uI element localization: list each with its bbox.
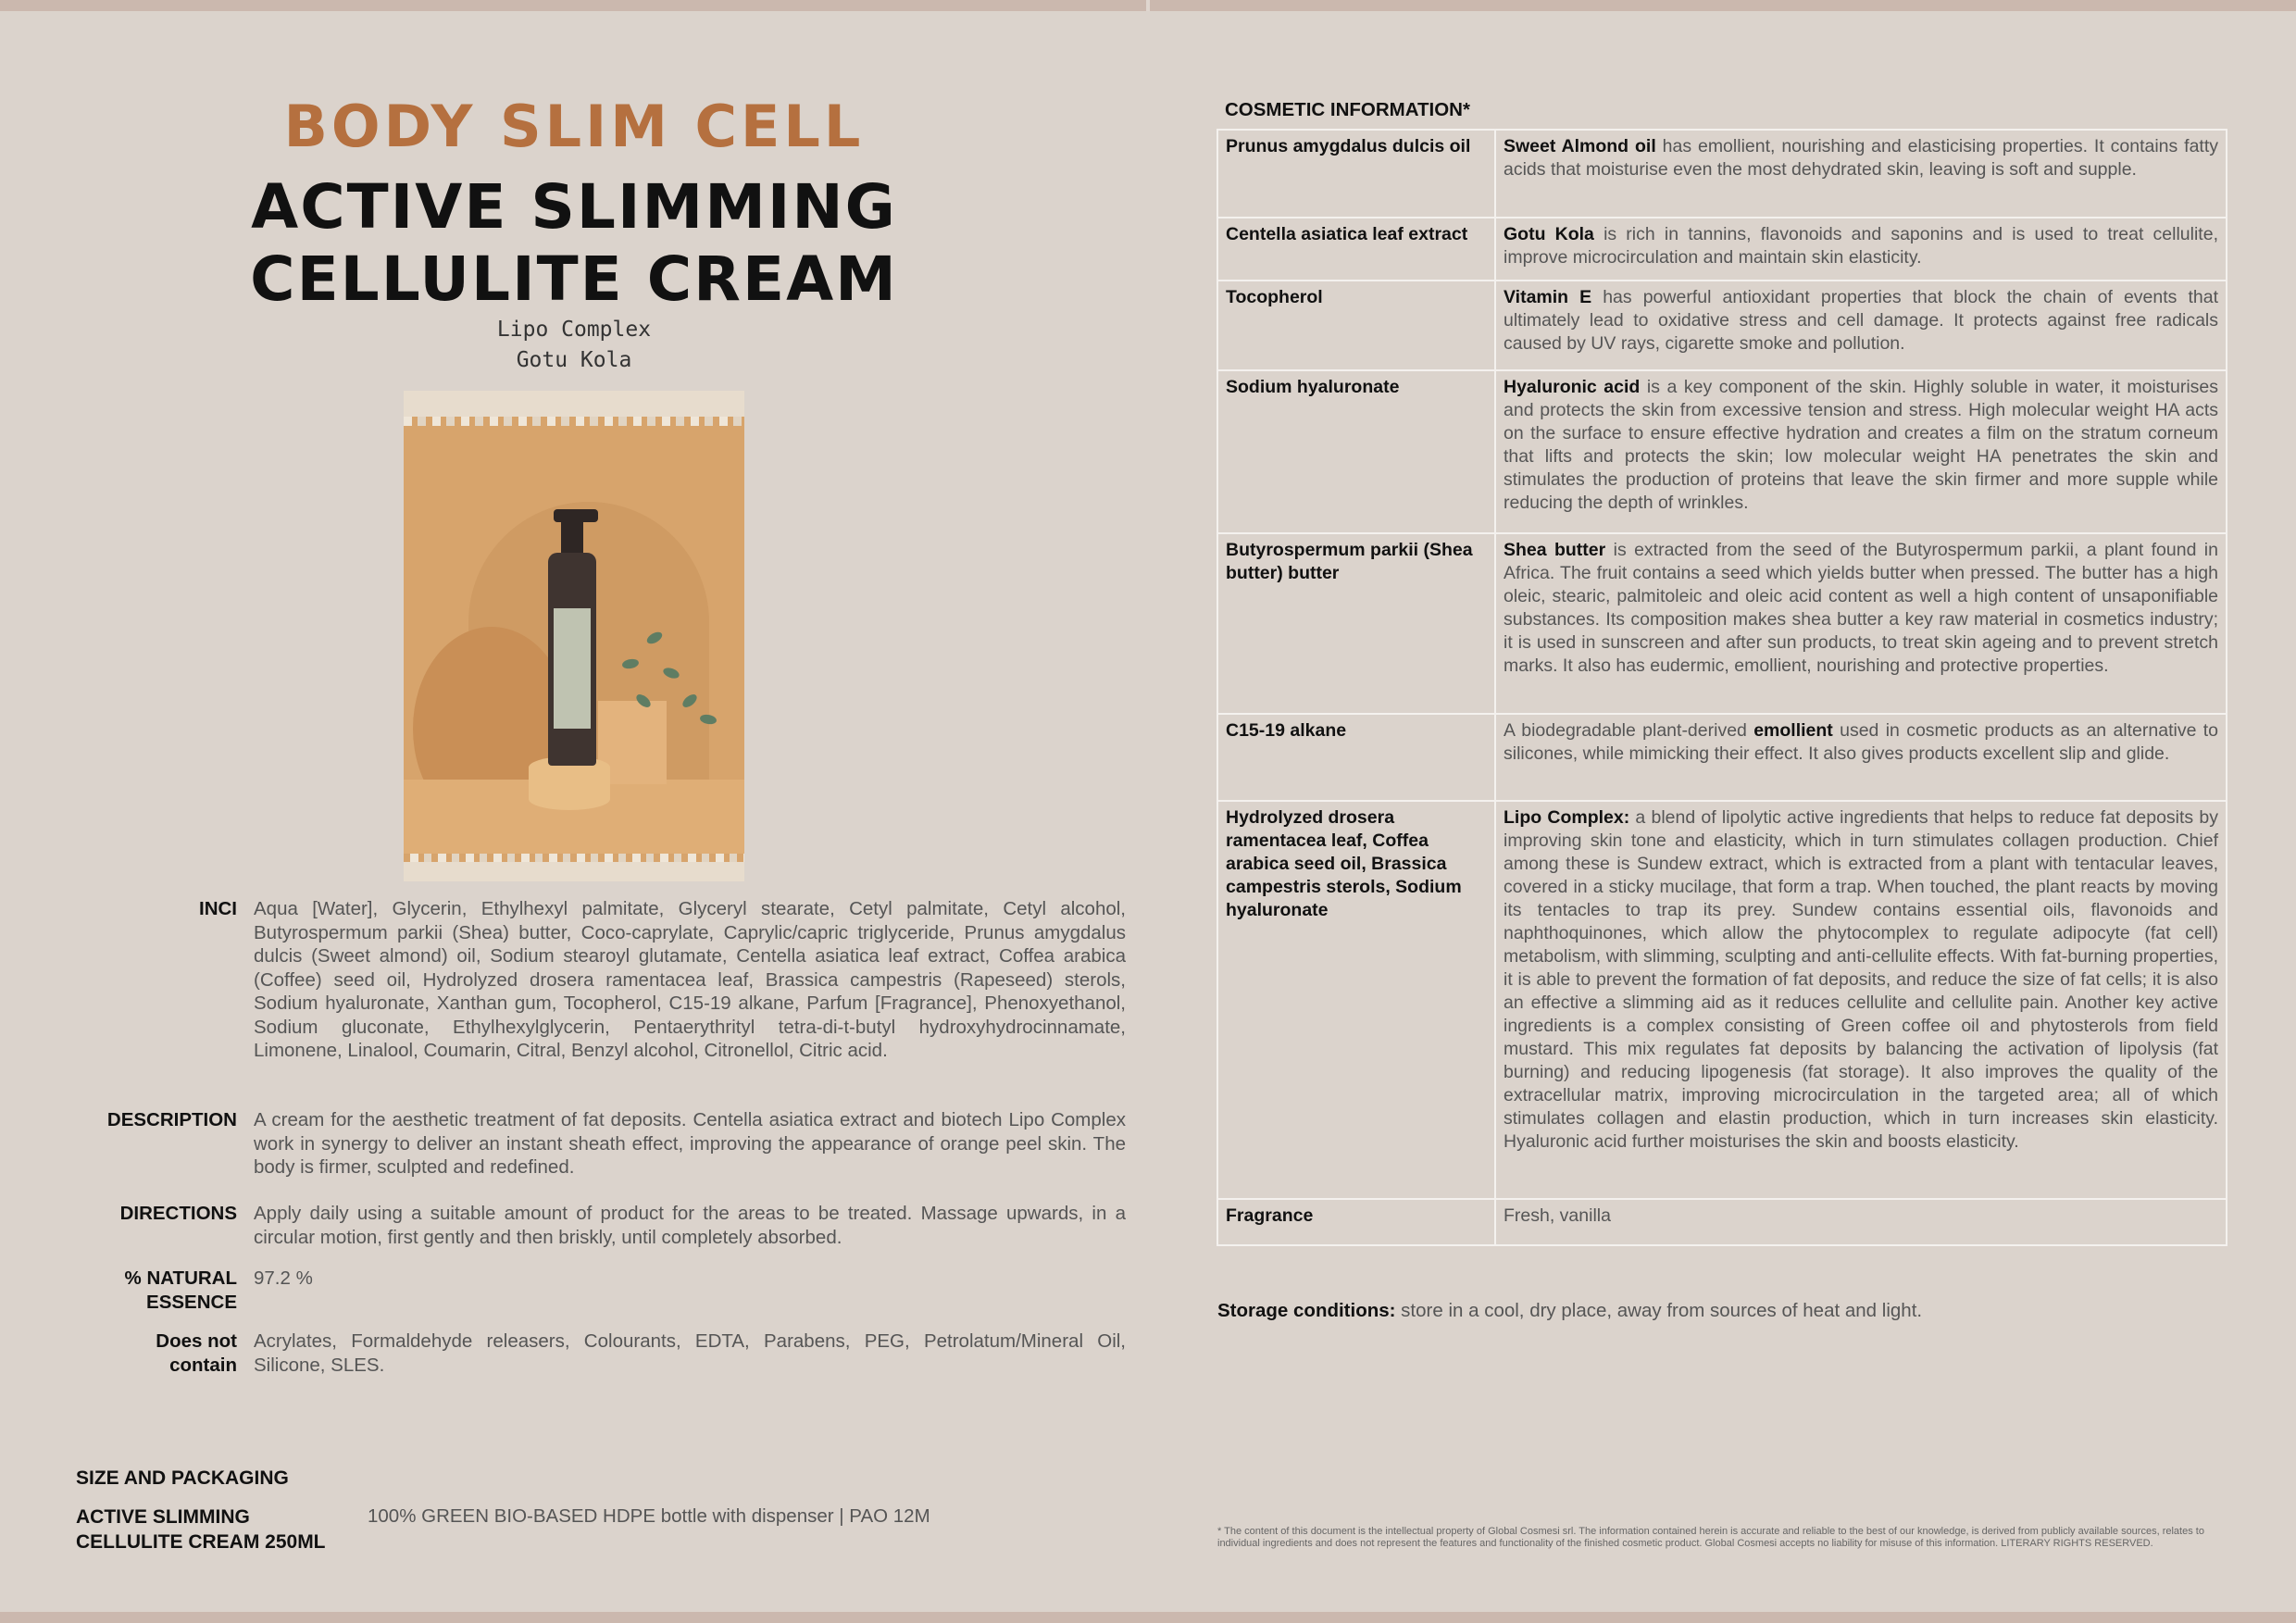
table-row (1217, 370, 2227, 533)
product-photo (404, 391, 744, 881)
ingredient-text: is extracted from the seed of the Butyrospermum parkii, a plant found in Africa. The fruit contains a seed which yields butter when pressed. The butter has a high oleic, stearic, palmitoleic and oleic acid content as well a high content of unsaponifiable substances. Its composition makes shea butter a key raw material in cosmetics industry; it is used in sunscreen and after sun products, to treat skin ageing and to prevent stretch marks. It also has eudermic, emollient, nourishing and protective properties. (1504, 540, 2218, 676)
table-row (1217, 533, 2227, 714)
ingredient-text: used in cosmetic products as an alternative to silicones, while mimicking their effect. It also gives products excellent slip and glide. (1504, 720, 2218, 764)
storage-conditions (1217, 1300, 1922, 1322)
bottle-label (554, 608, 591, 729)
ingredient-name: Tocopherol (1217, 281, 1495, 370)
ingredient-name: Fragrance (1217, 1199, 1495, 1245)
spec-label: DESCRIPTION (106, 1109, 237, 1130)
footnote: * The content of this document is the intellectual property of Global Cosmesi srl. The information contained herein is accurate and reliable to the best of our knowledge, is derived from publicly available sources, relates to individual ingredients and does not represent the features and functionality of the finished cosmetic product. Global Cosmesi accepts no liability for misuse of this information. LITERARY RIGHTS RESERVED. (1217, 1526, 2204, 1549)
table-row (1217, 218, 2227, 281)
torn-edge-top (404, 391, 744, 418)
ingredient-name: Prunus amygdalus dulcis oil (1217, 130, 1495, 218)
ingredient-highlight: Hyaluronic acid (1504, 377, 1641, 397)
table-row (1217, 801, 2227, 1199)
storage-label: Storage conditions: (1217, 1300, 1396, 1321)
cosmetic-info-table (1217, 129, 2227, 1246)
table-row (1217, 281, 2227, 370)
ingredient-name: Centella asiatica leaf extract (1217, 218, 1495, 281)
ingredient-text: is rich in tannins, flavonoids and saponins and is used to treat cellulite, improve microcirculation and maintain skin elasticity. (1504, 224, 2218, 268)
ingredient-highlight: Sweet Almond oil (1504, 136, 1656, 156)
page-divider (1146, 0, 1150, 11)
product-title-line-2: CELLULITE CREAM (250, 243, 898, 315)
brand-name: BODY SLIM CELL (283, 93, 865, 160)
product-subtitle (0, 315, 1148, 376)
spec-label-line: % NATURAL (124, 1267, 237, 1289)
top-band (0, 0, 2296, 11)
spec-label: INCI (199, 898, 237, 919)
spec-value: A cream for the aesthetic treatment of fat deposits. Centella asiatica extract and biotech Lipo Complex work in synergy to deliver an instant sheath effect, improving the appearance of orange peel skin. The body is firmer, sculpted and redefined. (254, 1109, 1126, 1178)
spec-label (56, 1267, 237, 1314)
bottle-neck (561, 520, 583, 556)
ingredient-description (1495, 801, 2227, 1199)
ingredient-text: a blend of lipolytic active ingredients that helps to reduce fat deposits by improving skin tone and elasticity, which in turn stimulates collagen production. Chief among these is Sundew extract, which is extracted from a plant with tentacular leaves, covered in a sticky mucilage, that form a trap. When touched, the plant reacts by moving its tentacles to trap its prey. Sundew contains essential oils, flavonoids and naphthoquinones, which allow the phytocomplex to regulate adipocyte (fat cell) metabolism, with slimming, sculpting and anti-cellulite effects. With fat-burning properties, it is able to prevent the formation of fat deposits, and reduce the size of fat cells; it is also an effective a slimming aid as it reduces cellulite and cellulite pain. Another key active ingredients is a complex consisting of Green coffee oil and phytosterols from field mustard. This mix regulates fat deposits by balancing the activation of lipolysis (fat burning) and reducing lipogenesis (fat storage). It also improves the quality of the extracellular matrix, improving microcirculation in the targeted area; all of which stimulates collagen and elastin production, which in turn increases skin elasticity. Hyaluronic acid further moisturises the skin and boosts elasticity. (1504, 807, 2218, 1152)
ingredient-name: Hydrolyzed drosera ramentacea leaf, Coffea arabica seed oil, Brassica campestris sterols, Sodium hyaluronate (1217, 801, 1495, 1199)
cosmetic-bottle-icon (548, 553, 596, 766)
table-row (1217, 714, 2227, 801)
product-title-line-1: ACTIVE SLIMMING (251, 171, 897, 243)
spec-value: Aqua [Water], Glycerin, Ethylhexyl palmitate, Glyceryl stearate, Cetyl palmitate, Cetyl alcohol, Butyrospermum parkii (Shea) butter, Coco-caprylate, Caprylic/capric triglyceride, Prunus amygdalus dulcis (Sweet almond) oil, Sodium stearoyl glutamate, Centella asiatica leaf extract, Coffea arabica (Coffee) seed oil, Hydrolyzed drosera ramentacea leaf, Brassica campestris (Rapeseed) sterols, Sodium hyaluronate, Xanthan gum, Tocopherol, C15-19 alkane, Parfum [Fragrance], Phenoxyethanol, Sodium gluconate, Ethylhexylglycerin, Pentaerythrityl tetra-di-t-butyl hydroxyhydrocinnamate, Limonene, Linalool, Coumarin, Citral, Benzyl alcohol, Citronellol, Citric acid. (254, 898, 1126, 1061)
ingredient-text: has powerful antioxidant properties that block the chain of events that ultimately lead to oxidative stress and cell damage. It protects against free radicals caused by UV rays, cigarette smoke and pollution. (1504, 287, 2218, 354)
ingredient-text: A biodegradable plant-derived (1504, 720, 1754, 741)
table-row (1217, 130, 2227, 218)
spec-value: Apply daily using a suitable amount of product for the areas to be treated. Massage upwards, in a circular motion, first gently and then briskly, until completely absorbed. (254, 1203, 1126, 1248)
packaging-name-line: ACTIVE SLIMMING (76, 1506, 250, 1528)
ingredient-description (1495, 714, 2227, 801)
spec-value: Acrylates, Formaldehyde releasers, Colourants, EDTA, Parabens, PEG, Petrolatum/Mineral Oil, Silicone, SLES. (254, 1330, 1126, 1376)
ingredient-highlight: Gotu Kola (1504, 224, 1594, 244)
bottom-band (0, 1612, 2296, 1623)
subtitle-line-1: Lipo Complex (496, 318, 652, 342)
ingredient-highlight: Vitamin E (1504, 287, 1592, 307)
ingredient-description (1495, 218, 2227, 281)
ingredient-highlight: Shea butter (1504, 540, 1606, 560)
ingredient-text: has emollient, nourishing and elasticising properties. It contains fatty acids that moisturise even the most dehydrated skin, leaving is soft and supple. (1504, 136, 2218, 180)
product-title (0, 171, 1148, 316)
packaging-name-line: CELLULITE CREAM 250ML (76, 1531, 326, 1553)
ingredient-description (1495, 281, 2227, 370)
ingredient-description (1495, 370, 2227, 533)
ingredient-name: C15-19 alkane (1217, 714, 1495, 801)
spec-label: DIRECTIONS (119, 1203, 237, 1224)
ingredient-text: is a key component of the skin. Highly soluble in water, it moisturises and protects the skin from excessive tension and stress. High molecular weight HA acts on the surface to ensure effective hydration and creates a film on the stratum corneum that lifts and protects the skin; low molecular weight HA penetrates the skin and stimulates the production of proteins that leave the skin firmer and more supple while reducing the depth of wrinkles. (1504, 377, 2218, 513)
spec-value: 97.2 % (254, 1267, 313, 1289)
spec-label-line: ESSENCE (146, 1291, 237, 1313)
spec-label-line: Does not (156, 1330, 237, 1352)
ingredient-name: Butyrospermum parkii (Shea butter) butter (1217, 533, 1495, 714)
cosmetic-info-heading: COSMETIC INFORMATION* (1225, 99, 1470, 120)
ingredient-description: Fresh, vanilla (1495, 1199, 2227, 1245)
packaging-description: 100% GREEN BIO-BASED HDPE bottle with dispenser | PAO 12M (368, 1505, 930, 1527)
table-row (1217, 1199, 2227, 1245)
ingredient-highlight: emollient (1753, 720, 1833, 741)
ingredient-description (1495, 130, 2227, 218)
storage-text: store in a cool, dry place, away from sources of heat and light. (1395, 1300, 1923, 1321)
packaging-heading: SIZE AND PACKAGING (76, 1467, 289, 1489)
subtitle-line-2: Gotu Kola (516, 348, 632, 372)
ingredient-description (1495, 533, 2227, 714)
spec-label-line: contain (169, 1354, 237, 1376)
ingredient-highlight: Lipo Complex: (1504, 807, 1630, 828)
ingredient-name: Sodium hyaluronate (1217, 370, 1495, 533)
spec-label (56, 1330, 237, 1377)
packaging-product-name (76, 1504, 363, 1554)
torn-edge-bottom (404, 861, 744, 881)
